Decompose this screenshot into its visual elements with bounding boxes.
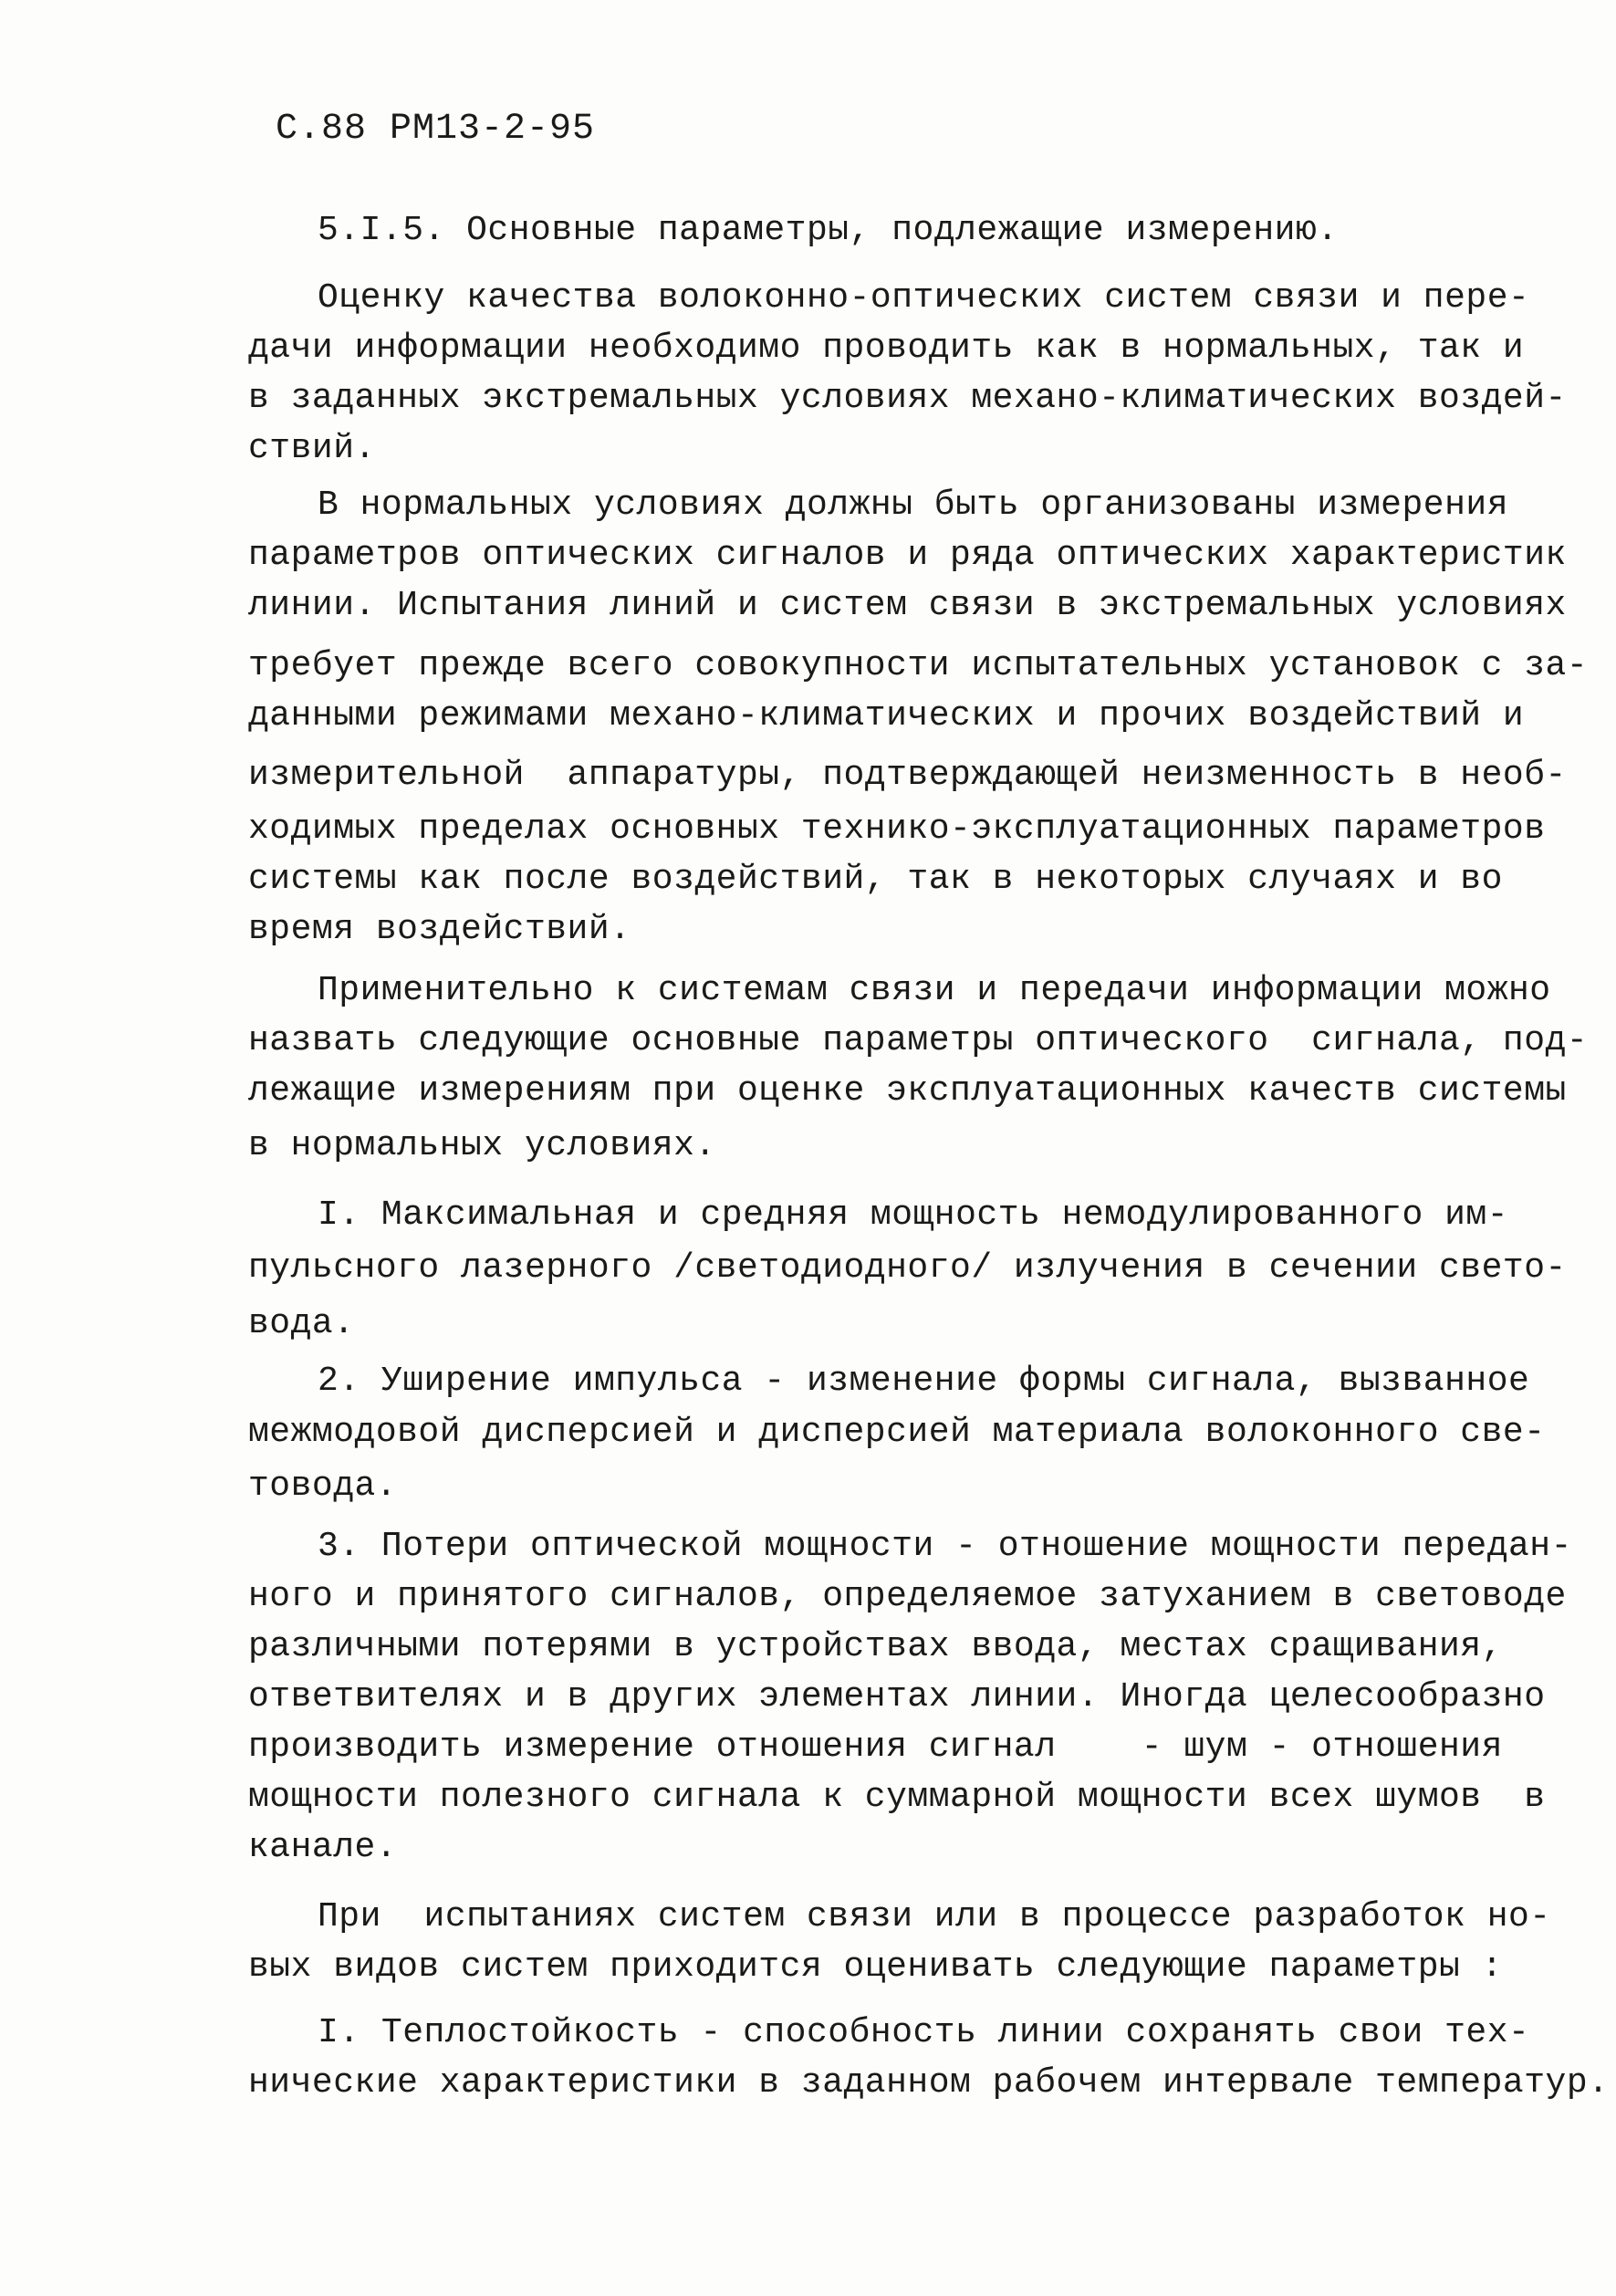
text-line: В нормальных условиях должны быть организованы измерения	[318, 485, 1509, 525]
text-line: лежащие измерениям при оценке эксплуатационных качеств системы	[248, 1071, 1567, 1111]
text-line: нические характеристики в заданном рабочем интервале температур.	[248, 2063, 1610, 2103]
text-line: производить измерение отношения сигнал - шум - отношения	[248, 1727, 1503, 1767]
text-line: межмодовой дисперсией и дисперсией материала волоконного све-	[248, 1413, 1546, 1452]
text-line: системы как после воздействий, так в некоторых случаях и во	[248, 860, 1503, 899]
text-line: ходимых пределах основных технико-эксплуатационных параметров	[248, 809, 1546, 849]
text-line: дачи информации необходимо проводить как в нормальных, так и	[248, 329, 1525, 368]
page-header: С.88 РМ13-2-95	[276, 109, 596, 150]
text-line: ного и принятого сигналов, определяемое затуханием в световоде	[248, 1577, 1567, 1616]
text-line: вода.	[248, 1304, 355, 1343]
text-line: мощности полезного сигнала к суммарной мощности всех шумов в	[248, 1778, 1546, 1817]
text-line: различными потерями в устройствах ввода, местах сращивания,	[248, 1627, 1503, 1666]
text-line: При испытаниях систем связи или в процессе разработок но-	[318, 1897, 1551, 1936]
text-line: ствий.	[248, 429, 376, 468]
text-line: канале.	[248, 1828, 398, 1867]
list-item: 3. Потери оптической мощности - отношение мощности передан-	[318, 1527, 1572, 1566]
text-line: пульсного лазерного /светодиодного/ излучения в сечении свето-	[248, 1248, 1567, 1288]
section-heading: 5.I.5. Основные параметры, подлежащие измерению.	[318, 211, 1339, 250]
text-line: в заданных экстремальных условиях механо-климатических воздей-	[248, 379, 1567, 418]
text-line: вых видов систем приходится оценивать следующие параметры :	[248, 1947, 1503, 1987]
text-line: параметров оптических сигналов и ряда оптических характеристик	[248, 536, 1567, 575]
text-line: в нормальных условиях.	[248, 1126, 716, 1165]
text-line: Оценку качества волоконно-оптических систем связи и пере-	[318, 278, 1530, 318]
list-item: 2. Уширение импульса - изменение формы сигнала, вызванное	[318, 1362, 1530, 1401]
text-line: товода.	[248, 1466, 398, 1506]
list-item: I. Теплостойкость - способность линии сохранять свои тех-	[318, 2013, 1530, 2052]
text-line: измерительной аппаратуры, подтверждающей неизменность в необ-	[248, 756, 1567, 795]
text-line: время воздействий.	[248, 910, 631, 949]
list-item: I. Максимальная и средняя мощность немодулированного им-	[318, 1195, 1509, 1235]
text-line: требует прежде всего совокупности испытательных установок с за-	[248, 646, 1589, 685]
text-line: назвать следующие основные параметры оптического сигнала, под-	[248, 1021, 1589, 1060]
text-line: ответвителях и в других элементах линии. Иногда целесообразно	[248, 1677, 1546, 1717]
text-line: Применительно к системам связи и передачи информации можно	[318, 971, 1551, 1010]
text-line: линии. Испытания линий и систем связи в экстремальных условиях	[248, 586, 1567, 625]
text-line: данными режимами механо-климатических и прочих воздействий и	[248, 696, 1525, 736]
